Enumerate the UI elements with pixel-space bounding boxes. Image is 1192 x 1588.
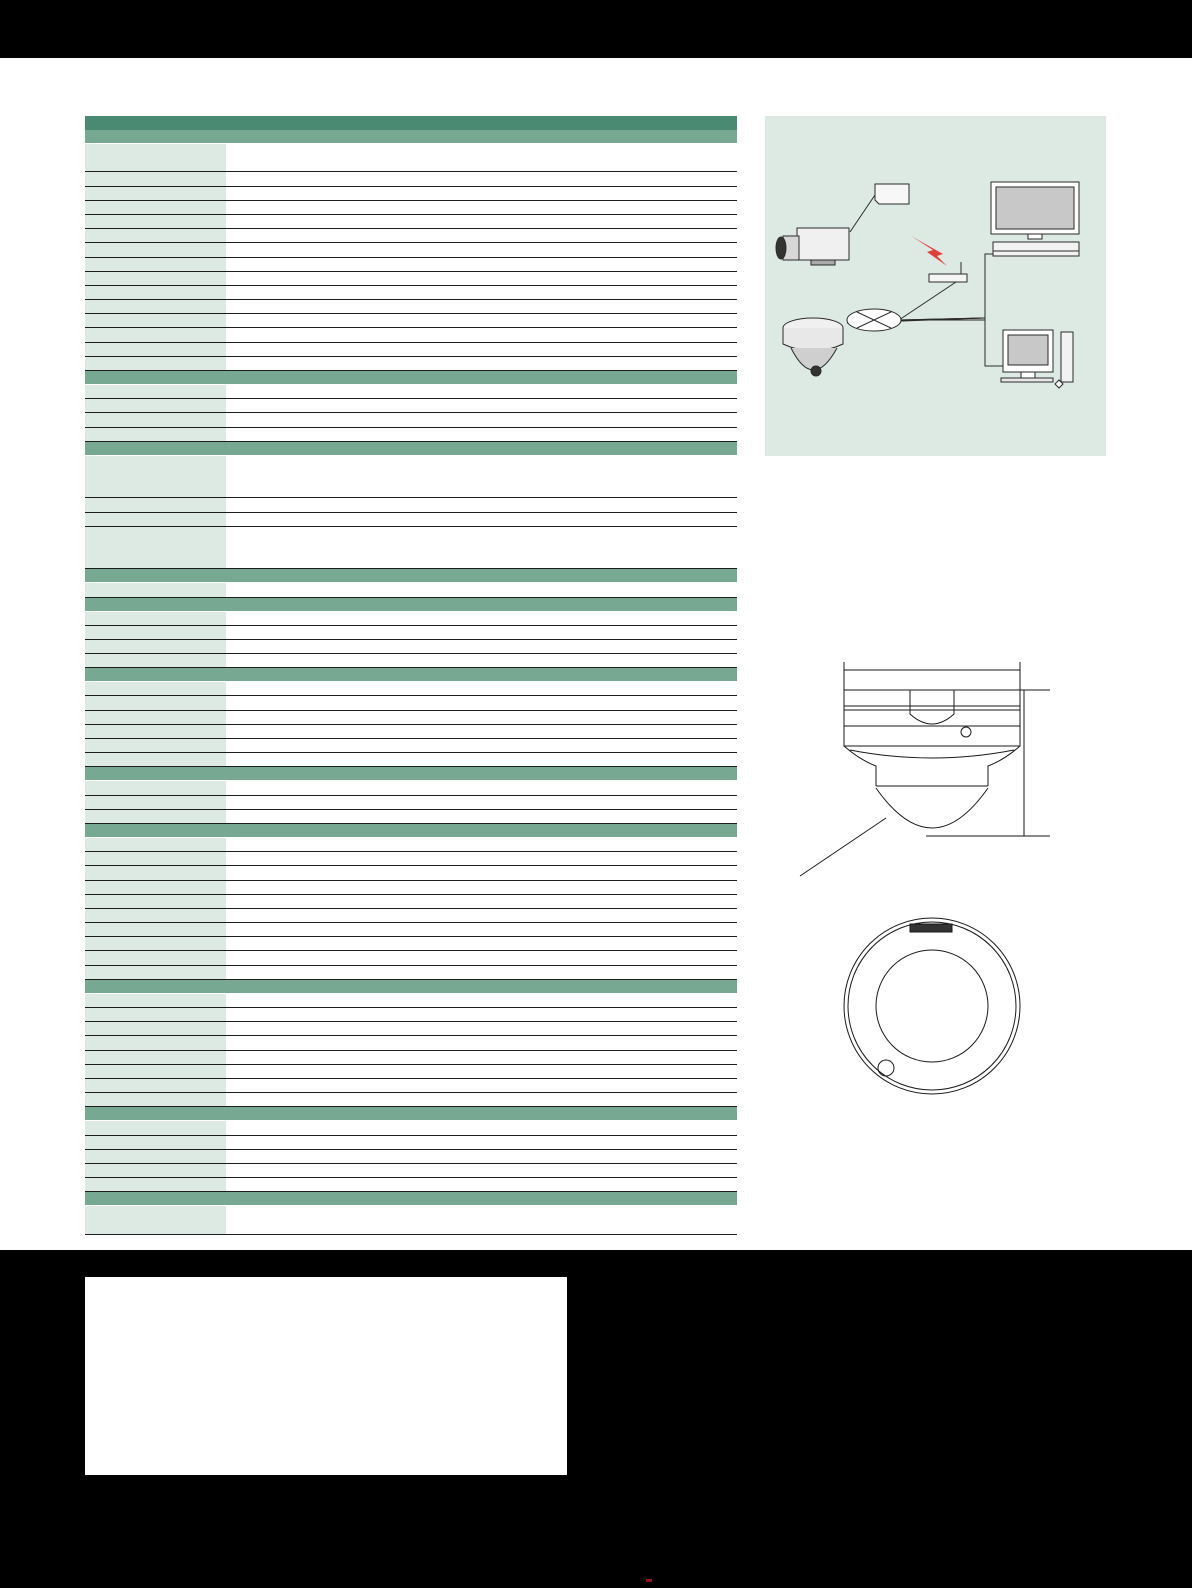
row-value-cell	[226, 428, 737, 441]
table-row	[85, 1051, 737, 1065]
row-label-cell	[85, 1079, 226, 1092]
system-diagram-art	[765, 116, 1106, 456]
row-value-cell	[226, 172, 737, 185]
spec-table	[85, 116, 737, 1235]
row-value-cell	[226, 1136, 737, 1149]
table-row	[85, 258, 737, 272]
row-value-cell	[226, 243, 737, 256]
table-row	[85, 852, 737, 866]
row-label-cell	[85, 300, 226, 313]
section-bar	[85, 824, 737, 838]
row-value-cell	[226, 201, 737, 214]
row-label-cell	[85, 951, 226, 964]
row-value-cell	[226, 725, 737, 738]
row-value-cell	[226, 357, 737, 370]
system-diagram	[765, 116, 1106, 456]
dome-camera-icon	[783, 318, 843, 376]
row-label-cell	[85, 852, 226, 865]
monitor-icon	[991, 182, 1079, 239]
table-row	[85, 357, 737, 371]
row-label-cell	[85, 357, 226, 370]
row-value-cell	[226, 498, 737, 511]
table-row	[85, 682, 737, 696]
table-row	[85, 810, 737, 824]
row-value-cell	[226, 1093, 737, 1106]
row-label-cell	[85, 923, 226, 936]
row-value-cell	[226, 456, 737, 498]
row-value-cell	[226, 696, 737, 709]
section-bar	[85, 371, 737, 385]
row-label-cell	[85, 527, 226, 569]
section-bar	[85, 598, 737, 612]
section-bar	[85, 569, 737, 583]
recorder-icon	[993, 242, 1079, 256]
row-value-cell	[226, 1079, 737, 1092]
table-row	[85, 513, 737, 527]
row-label-cell	[85, 781, 226, 794]
row-value-cell	[226, 951, 737, 964]
network-hub-icon	[847, 309, 901, 331]
row-label-cell	[85, 328, 226, 341]
row-value-cell	[226, 399, 737, 412]
row-value-cell	[226, 682, 737, 695]
row-value-cell	[226, 881, 737, 894]
row-label-cell	[85, 229, 226, 242]
row-value-cell	[226, 852, 737, 865]
row-label-cell	[85, 243, 226, 256]
table-row	[85, 739, 737, 753]
table-row	[85, 243, 737, 257]
row-value-cell	[226, 513, 737, 526]
row-value-cell	[226, 215, 737, 228]
row-value-cell	[226, 711, 737, 724]
table-row	[85, 413, 737, 427]
top-banner	[0, 0, 1192, 58]
row-label-cell	[85, 810, 226, 823]
row-value-cell	[226, 1065, 737, 1078]
row-label-cell	[85, 201, 226, 214]
row-value-cell	[226, 626, 737, 639]
table-row	[85, 527, 737, 570]
row-value-cell	[226, 1008, 737, 1021]
table-row	[85, 937, 737, 951]
table-row	[85, 951, 737, 965]
row-label-cell	[85, 1022, 226, 1035]
table-row	[85, 994, 737, 1008]
row-label-cell	[85, 428, 226, 441]
section-bar	[85, 1107, 737, 1121]
table-row	[85, 215, 737, 229]
row-value-cell	[226, 1164, 737, 1177]
row-label-cell	[85, 640, 226, 653]
row-label-cell	[85, 1065, 226, 1078]
section-bar	[85, 442, 737, 456]
table-row	[85, 399, 737, 413]
table-row	[85, 1093, 737, 1107]
row-label-cell	[85, 895, 226, 908]
row-value-cell	[226, 966, 737, 979]
footer-box	[85, 1277, 567, 1475]
row-value-cell	[226, 796, 737, 809]
row-label-cell	[85, 1150, 226, 1163]
table-row	[85, 1178, 737, 1192]
row-value-cell	[226, 1150, 737, 1163]
row-label-cell	[85, 456, 226, 498]
row-value-cell	[226, 739, 737, 752]
row-value-cell	[226, 1022, 737, 1035]
row-label-cell	[85, 866, 226, 879]
row-label-cell	[85, 994, 226, 1007]
table-row	[85, 1079, 737, 1093]
section-bar	[85, 668, 737, 682]
table-row	[85, 909, 737, 923]
row-label-cell	[85, 753, 226, 766]
row-value-cell	[226, 1036, 737, 1049]
row-value-cell	[226, 838, 737, 851]
table-row	[85, 696, 737, 710]
row-label-cell	[85, 215, 226, 228]
row-value-cell	[226, 753, 737, 766]
row-label-cell	[85, 966, 226, 979]
row-label-cell	[85, 258, 226, 271]
section-bar	[85, 1192, 737, 1206]
bottom-view-drawing	[844, 918, 1020, 1094]
table-row	[85, 314, 737, 328]
row-value-cell	[226, 923, 737, 936]
table-row	[85, 272, 737, 286]
table-row	[85, 866, 737, 880]
table-row	[85, 626, 737, 640]
row-label-cell	[85, 1051, 226, 1064]
table-row	[85, 229, 737, 243]
row-label-cell	[85, 796, 226, 809]
row-label-cell	[85, 881, 226, 894]
row-label-cell	[85, 399, 226, 412]
row-label-cell	[85, 654, 226, 667]
wireless-router-icon	[929, 262, 967, 282]
table-row	[85, 753, 737, 767]
table-row	[85, 385, 737, 399]
table-row	[85, 328, 737, 342]
row-value-cell	[226, 781, 737, 794]
row-label-cell	[85, 1008, 226, 1021]
table-row	[85, 781, 737, 795]
row-value-cell	[226, 866, 737, 879]
section-bar	[85, 980, 737, 994]
row-label-cell	[85, 909, 226, 922]
table-row	[85, 428, 737, 442]
row-label-cell	[85, 1136, 226, 1149]
row-value-cell	[226, 640, 737, 653]
dimension-drawings	[790, 650, 1090, 1110]
row-value-cell	[226, 1178, 737, 1191]
table-row	[85, 172, 737, 186]
row-value-cell	[226, 328, 737, 341]
row-value-cell	[226, 810, 737, 823]
sd-card-icon	[875, 184, 909, 204]
table-row	[85, 300, 737, 314]
row-value-cell	[226, 527, 737, 569]
row-label-cell	[85, 413, 226, 426]
table-row	[85, 1036, 737, 1050]
table-row	[85, 1206, 737, 1234]
table-row	[85, 1150, 737, 1164]
row-label-cell	[85, 1036, 226, 1049]
pc-icon	[1001, 330, 1073, 388]
box-camera-icon	[776, 228, 849, 265]
row-value-cell	[226, 300, 737, 313]
row-value-cell	[226, 654, 737, 667]
row-label-cell	[85, 286, 226, 299]
table-row	[85, 881, 737, 895]
table-row	[85, 923, 737, 937]
row-value-cell	[226, 258, 737, 271]
row-value-cell	[226, 1121, 737, 1134]
table-row	[85, 640, 737, 654]
table-row	[85, 725, 737, 739]
table-row	[85, 711, 737, 725]
side-view-drawing	[800, 662, 1050, 876]
row-value-cell	[226, 994, 737, 1007]
table-row	[85, 838, 737, 852]
row-label-cell	[85, 739, 226, 752]
row-value-cell	[226, 343, 737, 356]
row-value-cell	[226, 314, 737, 327]
section-bar	[85, 130, 737, 144]
row-value-cell	[226, 187, 737, 200]
table-row	[85, 201, 737, 215]
table-row	[85, 966, 737, 980]
row-value-cell	[226, 1051, 737, 1064]
table-row	[85, 583, 737, 597]
row-label-cell	[85, 612, 226, 625]
table-header-bar	[85, 116, 737, 130]
row-value-cell	[226, 272, 737, 285]
row-value-cell	[226, 937, 737, 950]
row-label-cell	[85, 513, 226, 526]
table-row	[85, 1136, 737, 1150]
row-label-cell	[85, 725, 226, 738]
table-row	[85, 1008, 737, 1022]
row-label-cell	[85, 682, 226, 695]
table-row	[85, 1065, 737, 1079]
row-label-cell	[85, 1164, 226, 1177]
row-label-cell	[85, 1121, 226, 1134]
table-row	[85, 654, 737, 668]
row-label-cell	[85, 144, 226, 171]
row-value-cell	[226, 413, 737, 426]
row-label-cell	[85, 385, 226, 398]
row-label-cell	[85, 1178, 226, 1191]
row-label-cell	[85, 711, 226, 724]
row-label-cell	[85, 583, 226, 596]
row-value-cell	[226, 385, 737, 398]
row-value-cell	[226, 612, 737, 625]
table-row	[85, 796, 737, 810]
table-row	[85, 343, 737, 357]
row-value-cell	[226, 1206, 737, 1233]
table-row	[85, 187, 737, 201]
row-label-cell	[85, 626, 226, 639]
table-row	[85, 612, 737, 626]
dimension-drawings-art	[790, 650, 1090, 1110]
table-row	[85, 1164, 737, 1178]
row-label-cell	[85, 498, 226, 511]
table-row	[85, 1121, 737, 1135]
row-value-cell	[226, 286, 737, 299]
row-label-cell	[85, 343, 226, 356]
row-label-cell	[85, 272, 226, 285]
row-label-cell	[85, 696, 226, 709]
table-row	[85, 1022, 737, 1036]
row-label-cell	[85, 314, 226, 327]
row-value-cell	[226, 895, 737, 908]
row-value-cell	[226, 909, 737, 922]
table-row	[85, 456, 737, 499]
row-value-cell	[226, 583, 737, 596]
row-label-cell	[85, 172, 226, 185]
section-bar	[85, 767, 737, 781]
table-row	[85, 144, 737, 172]
table-row	[85, 895, 737, 909]
row-value-cell	[226, 144, 737, 171]
table-row	[85, 286, 737, 300]
row-label-cell	[85, 838, 226, 851]
row-value-cell	[226, 229, 737, 242]
wireless-signal-icon	[911, 236, 947, 266]
row-label-cell	[85, 187, 226, 200]
row-label-cell	[85, 1093, 226, 1106]
row-label-cell	[85, 937, 226, 950]
printer-mark	[646, 1579, 652, 1582]
table-row	[85, 498, 737, 512]
row-label-cell	[85, 1206, 226, 1233]
